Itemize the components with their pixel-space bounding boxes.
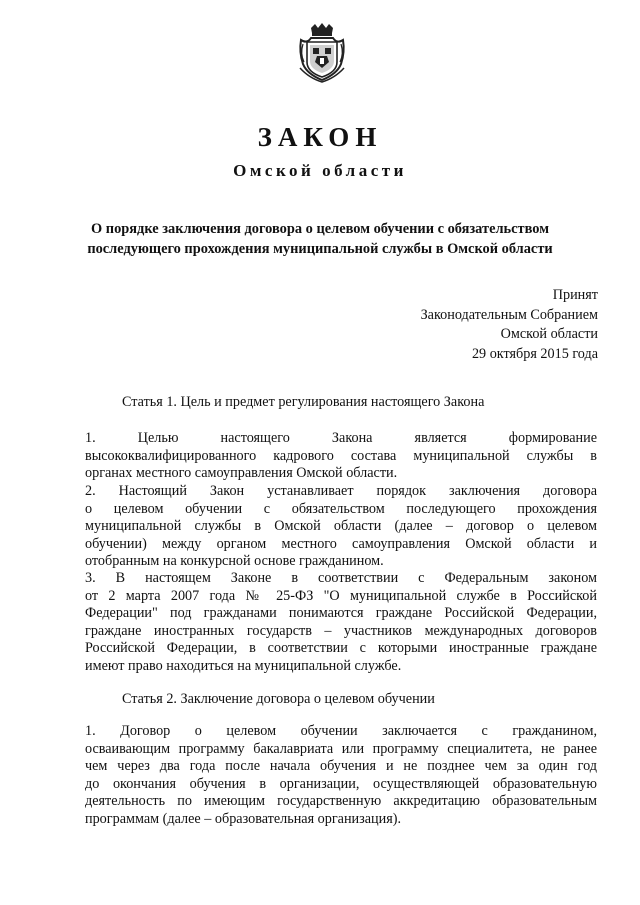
paragraph-line: высококвалифицированного кадрового состава муниципальной службы в (85, 447, 597, 464)
paragraph-line: муниципальной службы в Омской области (далее – договор о целевом (85, 518, 597, 535)
article-1-paragraph-3 (85, 570, 597, 676)
paragraph-line: деятельность по имеющим государственную аккредитацию образовательным (85, 793, 597, 810)
coat-of-arms-icon (297, 22, 347, 84)
paragraph-line: 3. В настоящем Законе в соответствии с Федеральным законом (85, 570, 597, 586)
paragraph-line: чем через два года после начала обучения и не позднее чем за один год (85, 758, 597, 775)
article-1-title: Статья 1. Цель и предмет регулирования настоящего Закона (122, 394, 485, 410)
paragraph-line: Российской Федерации, в соответствии с которыми иностранные граждане (85, 640, 597, 657)
law-heading (0, 219, 640, 259)
adoption-line: Принят (552, 287, 598, 303)
paragraph-line: отобранным на конкурсной основе гражданином. (85, 553, 384, 570)
article-1-paragraph-1 (85, 430, 597, 483)
paragraph-line: о целевом обучении с обязательством последующего прохождения (85, 500, 597, 517)
adoption-block (421, 286, 598, 364)
paragraph-line: имеют право находиться на муниципальной службе. (85, 657, 402, 674)
adoption-date: 29 октября 2015 года (471, 345, 598, 362)
paragraph-line: Федерации" под гражданами понимаются граждане Российской Федерации, (85, 605, 597, 622)
law-heading-line: последующего прохождения муниципальной службы в Омской области (87, 241, 553, 257)
law-heading-line: О порядке заключения договора о целевом обучении с обязательством (90, 221, 550, 237)
adoption-line: Омской области (500, 326, 598, 342)
paragraph-line: от 2 марта 2007 года № 25-ФЗ "О муниципальной службе в Российской (85, 587, 597, 604)
paragraph-line: программам (далее – образовательная организация). (85, 810, 402, 827)
document-title: ЗАКОН (257, 122, 383, 152)
article-1-paragraph-2 (85, 483, 597, 571)
paragraph-line: осваивающим программу бакалавриата или программу специалитета, не ранее (85, 740, 597, 757)
paragraph-line: до окончания обучения в организации, осуществляющей образовательную (85, 775, 597, 792)
paragraph-line: обучении) между органом местного самоуправления Омской области и (85, 535, 597, 552)
paragraph-line: 2. Настоящий Закон устанавливает порядок заключения договора (85, 483, 597, 499)
paragraph-line: 1. Целью настоящего Закона является формирование (85, 430, 597, 446)
article-2-title: Статья 2. Заключение договора о целевом обучении (122, 691, 435, 707)
paragraph-line: граждане иностранных государств – участников международных договоров (85, 622, 597, 639)
paragraph-line: 1. Договор о целевом обучении заключается с гражданином, (85, 723, 597, 739)
adoption-line: Законодательным Собранием (420, 306, 598, 323)
article-2-paragraph-1 (85, 723, 597, 829)
paragraph-line: органах местного самоуправления Омской области. (85, 465, 398, 482)
document-subtitle: Омской области (233, 161, 407, 180)
